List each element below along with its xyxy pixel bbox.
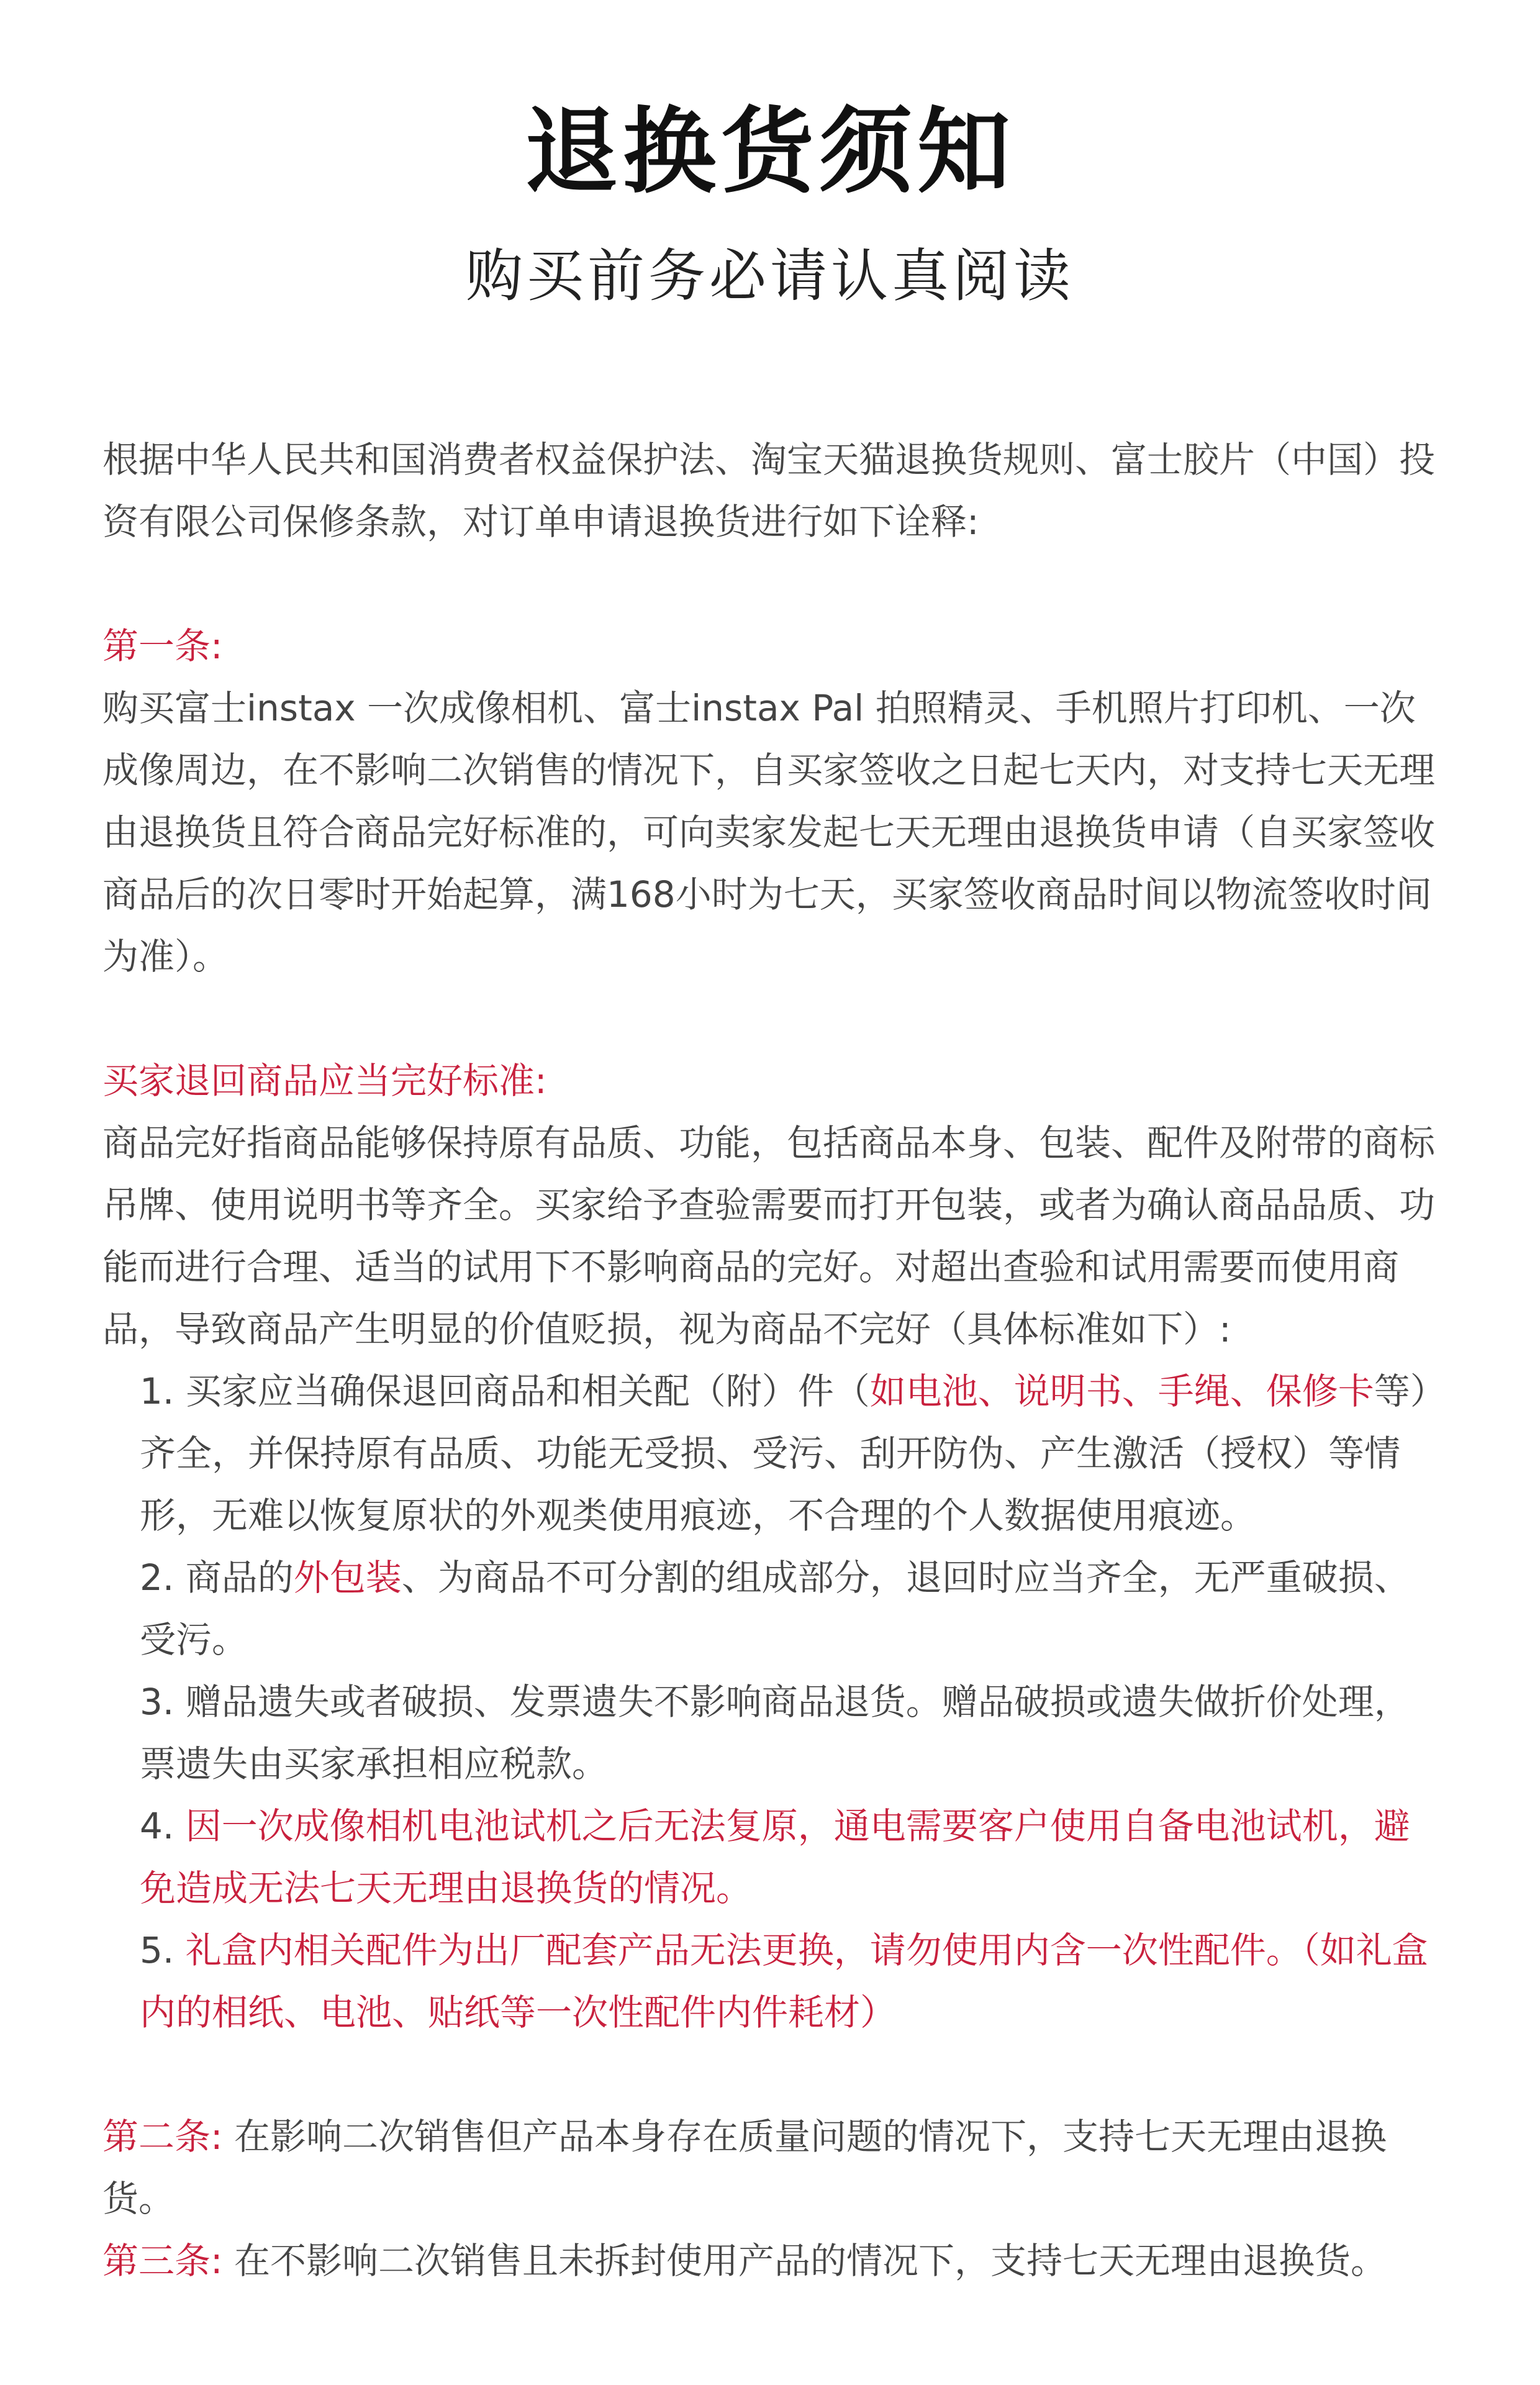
standard-item-1-text: 1. 买家应当确保退回商品和相关配（附）件（ — [140, 1370, 870, 1412]
standard-item-4-highlight: 因一次成像相机电池试机之后无法复原，通电需要客户使用自备电池试机，避免造成无法七天无理由退换货的情况。 — [140, 1805, 1410, 1909]
page-title: 退换货须知 — [524, 98, 1015, 206]
article-1-heading: 第一条: — [102, 625, 223, 667]
standard-item-2-highlight: 外包装 — [293, 1556, 402, 1599]
intro-paragraph: 根据中华人民共和国消费者权益保护法、淘宝天猫退换货规则、富士胶片（中国）投资有限公司保修条款，对订单申请退换货进行如下诠释: — [102, 438, 1436, 543]
page-subtitle: 购买前务必请认真阅读 — [465, 243, 1074, 309]
standard-item-5 — [102, 1919, 1438, 2043]
article-3 — [102, 2230, 1438, 2292]
article-2 — [102, 2106, 1438, 2230]
article-3-body: 在不影响二次销售且未拆封使用产品的情况下，支持七天无理由退换货。 — [222, 2240, 1387, 2282]
article-2-heading: 第二条: — [102, 2115, 223, 2158]
standard-item-1 — [102, 1360, 1438, 1547]
standard-item-3-text: 3. 赠品遗失或者破损、发票遗失不影响商品退货。赠品破损或遗失做折价处理，票遗失由买家承担相应税款。 — [140, 1681, 1410, 1785]
policy-content — [102, 429, 1438, 2292]
standard-item-5-highlight: 礼盒内相关配件为出厂配套产品无法更换，请勿使用内含一次性配件。（如礼盒内的相纸、电池、贴纸等一次性配件内件耗材） — [140, 1929, 1428, 2033]
standard-item-2-rest: 、为商品不可分割的组成部分，退回时应当齐全，无严重破损、受污。 — [140, 1556, 1410, 1661]
article-2-body: 在影响二次销售但产品本身存在质量问题的情况下，支持七天无理由退换货。 — [102, 2115, 1387, 2220]
standard-item-5-number: 5. — [140, 1929, 186, 1971]
standard-item-2-text: 2. 商品的 — [140, 1556, 294, 1599]
standard-item-1-rest: 等）齐全，并保持原有品质、功能无受损、受污、刮开防伪、产生激活（授权）等情形，无难以恢复原状的外观类使用痕迹，不合理的个人数据使用痕迹。 — [140, 1370, 1428, 1537]
standard-heading: 买家退回商品应当完好标准: — [102, 1060, 547, 1102]
standard-item-4-number: 4. — [140, 1805, 186, 1847]
standard-body: 商品完好指商品能够保持原有品质、功能，包括商品本身、包装、配件及附带的商标吊牌、使用说明书等齐全。买家给予查验需要而打开包装，或者为确认商品品质、功能而进行合理、适当的试用下不影响商品的完好。对超出查验和试用需要而使用商品，导致商品产生明显的价值贬损，视为商品不完好（具体标准如下）: — [102, 1122, 1436, 1350]
standard-item-4 — [102, 1795, 1438, 1919]
article-3-heading: 第三条: — [102, 2240, 223, 2282]
article-1-body: 购买富士instax 一次成像相机、富士instax Pal 拍照精灵、手机照片打印机、一次成像周边，在不影响二次销售的情况下，自买家签收之日起七天内，对支持七天无理由退换货且符合商品完好标准的，可向卖家发起七天无理由退换货申请（自买家签收商品后的次日零时开始起算，满168小时为七天，买家签收商品时间以物流签收时间为准）。 — [102, 687, 1436, 978]
standard-item-3 — [102, 1671, 1438, 1795]
standard-item-1-highlight: 如电池、说明书、手绳、保修卡 — [869, 1370, 1374, 1412]
standard-item-2 — [102, 1547, 1438, 1671]
